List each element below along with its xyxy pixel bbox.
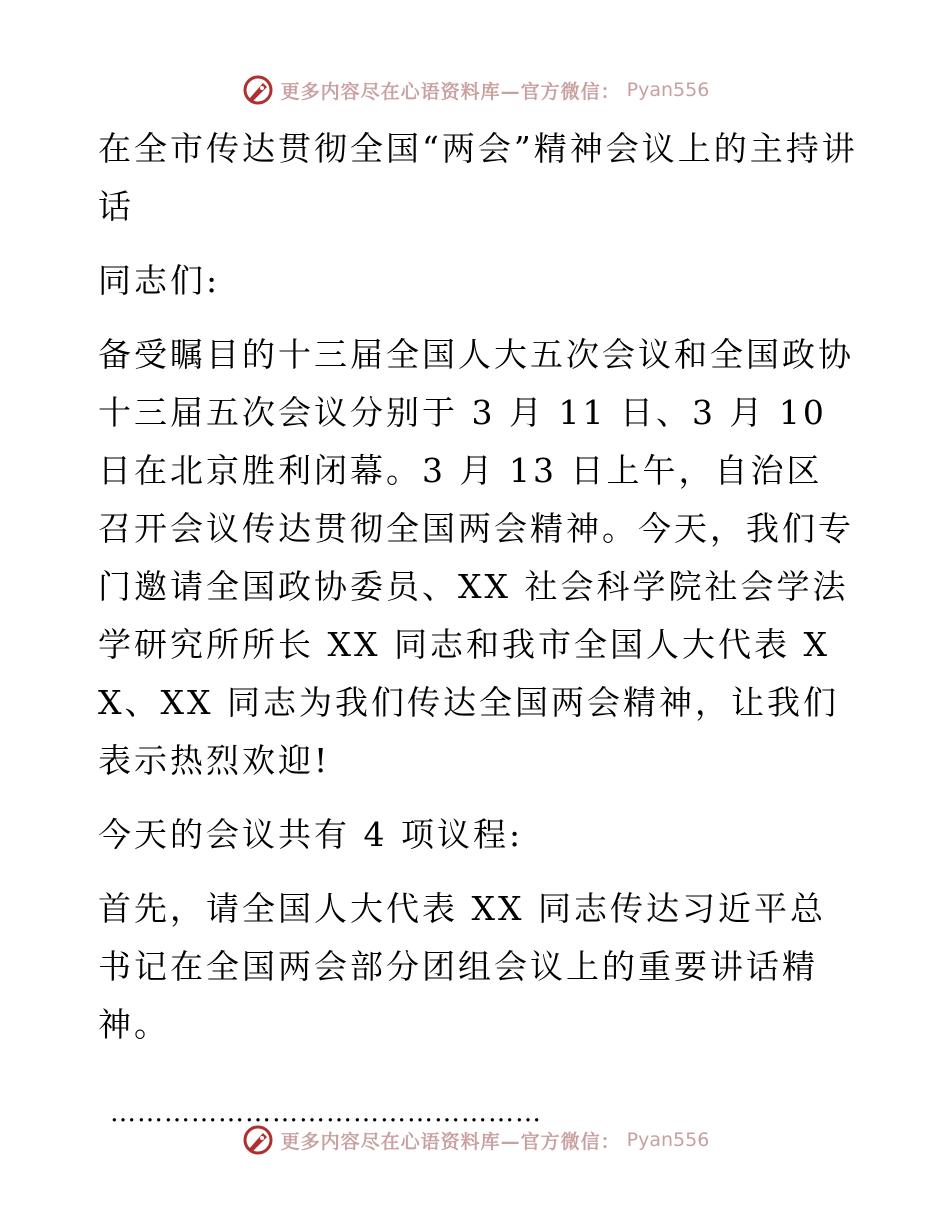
document-title: 在全市传达贯彻全国“两会”精神会议上的主持讲话 (98, 129, 858, 226)
ellipsis-line: ………………………………………… (110, 1098, 542, 1128)
watermark-account: Pyan556 (626, 1129, 710, 1151)
document-body (98, 120, 858, 1142)
watermark-account: Pyan556 (626, 79, 710, 101)
footer-watermark (0, 1120, 950, 1160)
agenda-paragraph: 今天的会议共有 4 项议程: (98, 815, 524, 854)
intro-paragraph: 备受瞩目的十三届全国人大五次会议和全国政协十三届五次会议分别于 3 月 11 日、3 月 10 日在北京胜利闭幕。3 月 13 日上午，自治区召开会议传达贯彻全国两会精神。今天，我们专门邀请全国政协委员、XX 社会科学院社会学法学研究所所长 XX 同志和我市全国人大代表 XX、XX 同志为我们传达全国两会精神，让我们表示热烈欢迎! (98, 335, 854, 780)
salutation-paragraph: 同志们: (98, 261, 221, 300)
header-watermark (0, 70, 950, 110)
watermark-text: 更多内容尽在心语资料库—官方微信： (280, 80, 621, 103)
pen-nib-logo-icon (241, 73, 275, 107)
first-item-paragraph: 首先，请全国人大代表 XX 同志传达习近平总书记在全国两会部分团组会议上的重要讲话精神。 (98, 889, 826, 1044)
watermark-text: 更多内容尽在心语资料库—官方微信： (280, 1130, 621, 1153)
pen-nib-logo-icon (241, 1123, 275, 1157)
